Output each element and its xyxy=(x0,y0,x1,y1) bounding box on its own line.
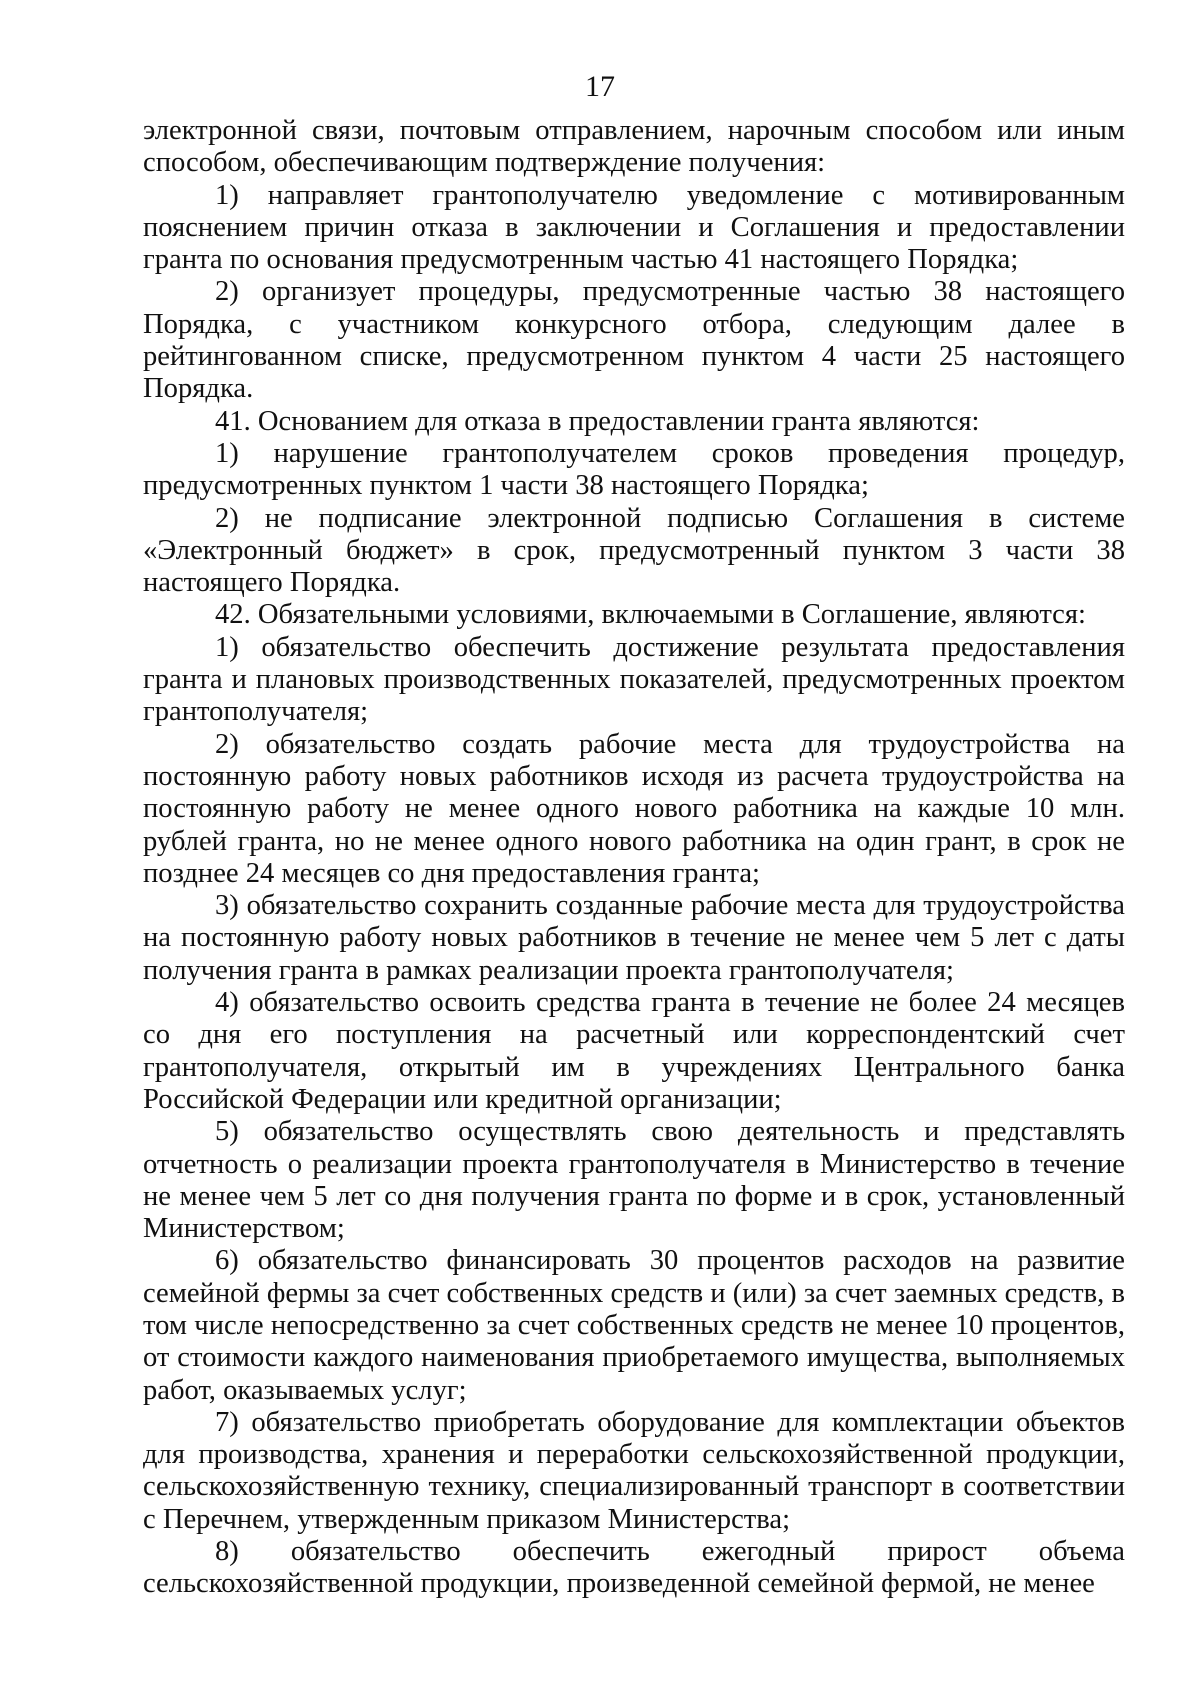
paragraph: 1) обязательство обеспечить достижение результата предоставления гранта и плановых производственных показателей, предусмотренных проектом грантополучателя; xyxy=(143,631,1125,728)
section-heading: 41. Основанием для отказа в предоставлении гранта являются: xyxy=(215,405,980,437)
paragraph: 1) направляет грантополучателю уведомление с мотивированным пояснением причин отказа в заключении и Соглашения и предоставлении гранта по основания предусмотренным частью 41 настоящего Порядка; xyxy=(143,179,1125,276)
document-body xyxy=(143,115,1125,1601)
paragraph: 5) обязательство осуществлять свою деятельность и представлять отчетность о реализации проекта грантополучателя в Министерство в течение не менее чем 5 лет со дня получения гранта по форме и в срок, установленный Министерством; xyxy=(143,1116,1125,1245)
paragraph: 8) обязательство обеспечить ежегодный прирост объема сельскохозяйственной продукции, произведенной семейной фермой, не менее xyxy=(143,1536,1125,1600)
paragraph: 3) обязательство сохранить созданные рабочие места для трудоустройства на постоянную работу новых работников в течение не менее чем 5 лет с даты получения гранта в рамках реализации проекта грантополучателя; xyxy=(143,890,1125,986)
paragraph: 6) обязательство финансировать 30 процентов расходов на развитие семейной фермы за счет собственных средств и (или) за счет заемных средств, в том числе непосредственно за счет собственных средств не менее 10 процентов, от стоимости каждого наименования приобретаемого имущества, выполняемых работ, оказываемых услуг; xyxy=(143,1245,1125,1406)
paragraph: 2) обязательство создать рабочие места для трудоустройства на постоянную работу новых работников исходя из расчета трудоустройства на постоянную работу не менее одного нового работника на каждые 10 млн. рублей гранта, но не менее одного нового работника на один грант, в срок не позднее 24 месяцев со дня предоставления гранта; xyxy=(143,728,1125,889)
paragraph: 7) обязательство приобретать оборудование для комплектации объектов для производства, хранения и переработки сельскохозяйственной продукции, сельскохозяйственную технику, специализированный транспорт в соответствии с Перечнем, утвержденным приказом Министерства; xyxy=(143,1406,1125,1535)
paragraph: 2) не подписание электронной подписью Соглашения в системе «Электронный бюджет» в срок, предусмотренный пунктом 3 части 38 настоящего Порядка. xyxy=(143,502,1125,599)
paragraph: электронной связи, почтовым отправлением, нарочным способом или иным способом, обеспечивающим подтверждение получения: xyxy=(143,115,1125,179)
paragraph: 2) организует процедуры, предусмотренные частью 38 настоящего Порядка, с участником конкурсного отбора, следующим далее в рейтингованном списке, предусмотренном пунктом 4 части 25 настоящего Порядка. xyxy=(143,276,1125,405)
section-heading: 42. Обязательными условиями, включаемыми в Соглашение, являются: xyxy=(215,599,1086,631)
paragraph: 1) нарушение грантополучателем сроков проведения процедур, предусмотренных пунктом 1 части 38 настоящего Порядка; xyxy=(143,437,1125,502)
paragraph: 4) обязательство освоить средства гранта в течение не более 24 месяцев со дня его поступления на расчетный или корреспондентский счет грантополучателя, открытый им в учреждениях Центрального банка Российской Федерации или кредитной организации; xyxy=(143,987,1125,1115)
page-number: 17 xyxy=(585,70,615,103)
